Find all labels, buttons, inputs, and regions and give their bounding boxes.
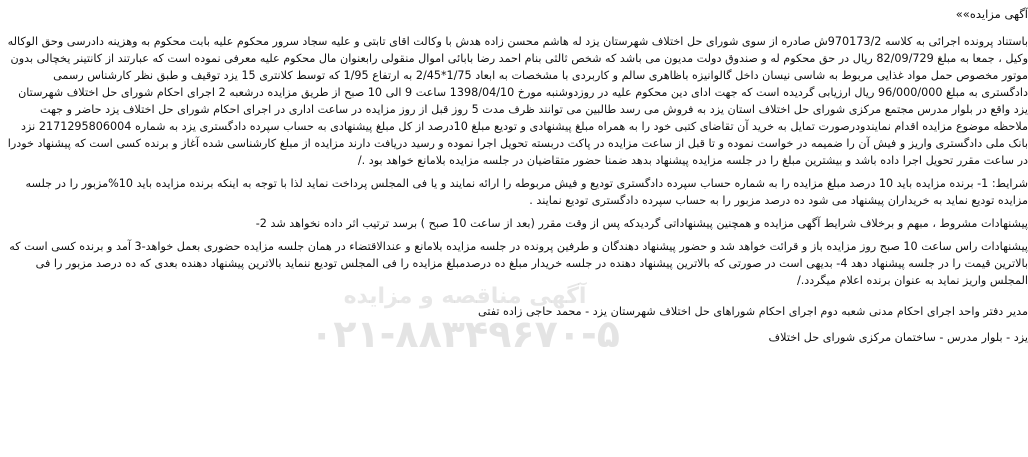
notice-paragraph-main: باستناد پرونده اجرائی به کلاسه 970173/2ش صادره از سوی شورای حل اختلاف شهرستان یزد له هاشم محسن زاده هدش با وکالت اقای تابتی و علیه سجاد سرور محکوم علیه بابت محکوم به وهزینه دادرسی وحق الوکاله وکیل ، جمعا به مبلغ 82/09/729 ریال در حق محکوم له و صندوق دولت مدیون می باشد که شخص ثالثی بنام احمد رضا بابائی اموال منقولی رابعنوان مال محکوم علیه معرفی نموده است که عبارتند از کانتینر یخچالی بدون موتور مخصوص حمل مواد غذایی مربوط به شاسی نیسان داخل گالوانیزه باظاهری سالم و کاربردی با مشخصات به ابعاد 1/75*2/45 به ارتفاع 1/95 که توسط کلانتری 15 یزد توقیف و طبق نظر کارشناس رسمی دادگستری به مبلغ 96/000/000 ریال ارزیابی گردیده است که جهت ادای دین محکوم علیه در روزدوشنبه مورخ 1398/04/10 ساعت 9 الی 10 صبح از طریق مزایده درشعبه 2 اجرای احکام شورای حل اختلاف شهرستان یزد واقع در بلوار مدرس مجتمع مرکزی شورای حل اختلاف استان یزد به فروش می رسد طالبین می توانند ظرف مدت 5 روز قبل از روز مزایده در ساعت اداری در اجرای احکام شورای حل اختلاف یزد حاضر و جهت ملاحظه موضوع مزایده اقدام نمایندودرصورت تمایل به خرید آن تقاضای کتبی خود را به همراه مبلغ پیشنهادی و تودیع مبلغ 10درصد از کل مبلغ پیشنهادی به حساب سپرده دادگستری یزد به شماره 2171295806004 نزد بانک ملی دادگستری واریز و فیش آن را ضمیمه در خواست نموده و تا قبل از ساعت مزایده در پاکت دربسته تحویل اجرا نموده و رسید دریافت دارند مزایده از مبلغ کارشناسی شده آغاز و برنده کسی است که پیشنهاد خودرا در ساعت مقرر تحویل اجرا داده باشد و بیشترین مبلغ را در جلسه مزایده پیشنهاد بدهد ضمنا حضور متقاضیان در جلسه مزایده بلامانع خواهد بود ./: [7, 35, 1028, 167]
footer-signature: مدیر دفتر واحد اجرای احکام مدنی شعبه دوم اجرای احکام شوراهای حل اختلاف شهرستان یزد - محمد حاجی زاده تفتی: [478, 305, 1028, 318]
notice-title: آگهی مزایده»»: [955, 7, 1028, 21]
notice-paragraph-opening: پیشنهادات راس ساعت 10 صبح روز مزایده باز و قرائت خواهد شد و حضور پیشنهاد دهندگان و طرفین پرونده در جلسه مزایده بلامانع و عندالاقتضاء در همان جلسه مزایده حضوری بعمل خواهد-3 آمد و برنده کسی است که بالاترین قیمت را در جلسه پیشنهاد دهد 4- بدیهی است در صورتی که بالاترین پیشنهاد دهنده در جلسه خریدار مبلغ ده درصدمبلغ مزایده را فی المجلس تودیع ننماید بالاترین پیشنهاد دهنده بعدی که ده درصد مزبور را فی المجلس واریز نماید به عنوان برنده اعلام میگردد./: [9, 240, 1028, 287]
watermark-phone: ۰۲۱-۸۸۳۴۹۶۷۰-۵: [310, 312, 620, 356]
footer-address: یزد - بلوار مدرس - ساختمان مرکزی شورای حل اختلاف: [768, 331, 1028, 344]
notice-footer: [4, 303, 1028, 346]
notice-paragraph-proposals: پیشنهادات مشروط ، مبهم و برخلاف شرایط آگهی مزایده و همچنین پیشنهاداتی گردیدکه پس از وقت مقرر (بعد از ساعت 10 صبح ) برسد ترتیب اثر داده نخواهد شد 2-: [255, 217, 1028, 230]
watermark-name: آگهی مناقصه و مزایده: [343, 284, 587, 309]
notice-document: [4, 6, 1028, 346]
notice-paragraph-conditions: شرایط: 1- برنده مزایده باید 10 درصد مبلغ مزایده را به شماره حساب سپرده دادگستری تودیع و فیش مربوطه را ارائه نمایند و یا فی المجلس پرداخت نماید لذا با توجه به اینکه برنده مزایده باید 10%مزبور را در جلسه مزایده تودیع نماید به خریداران پیشنهاد می شود ده درصد مزبور را به حساب سپرده دادگستری تودیع نمایند .: [25, 177, 1028, 207]
